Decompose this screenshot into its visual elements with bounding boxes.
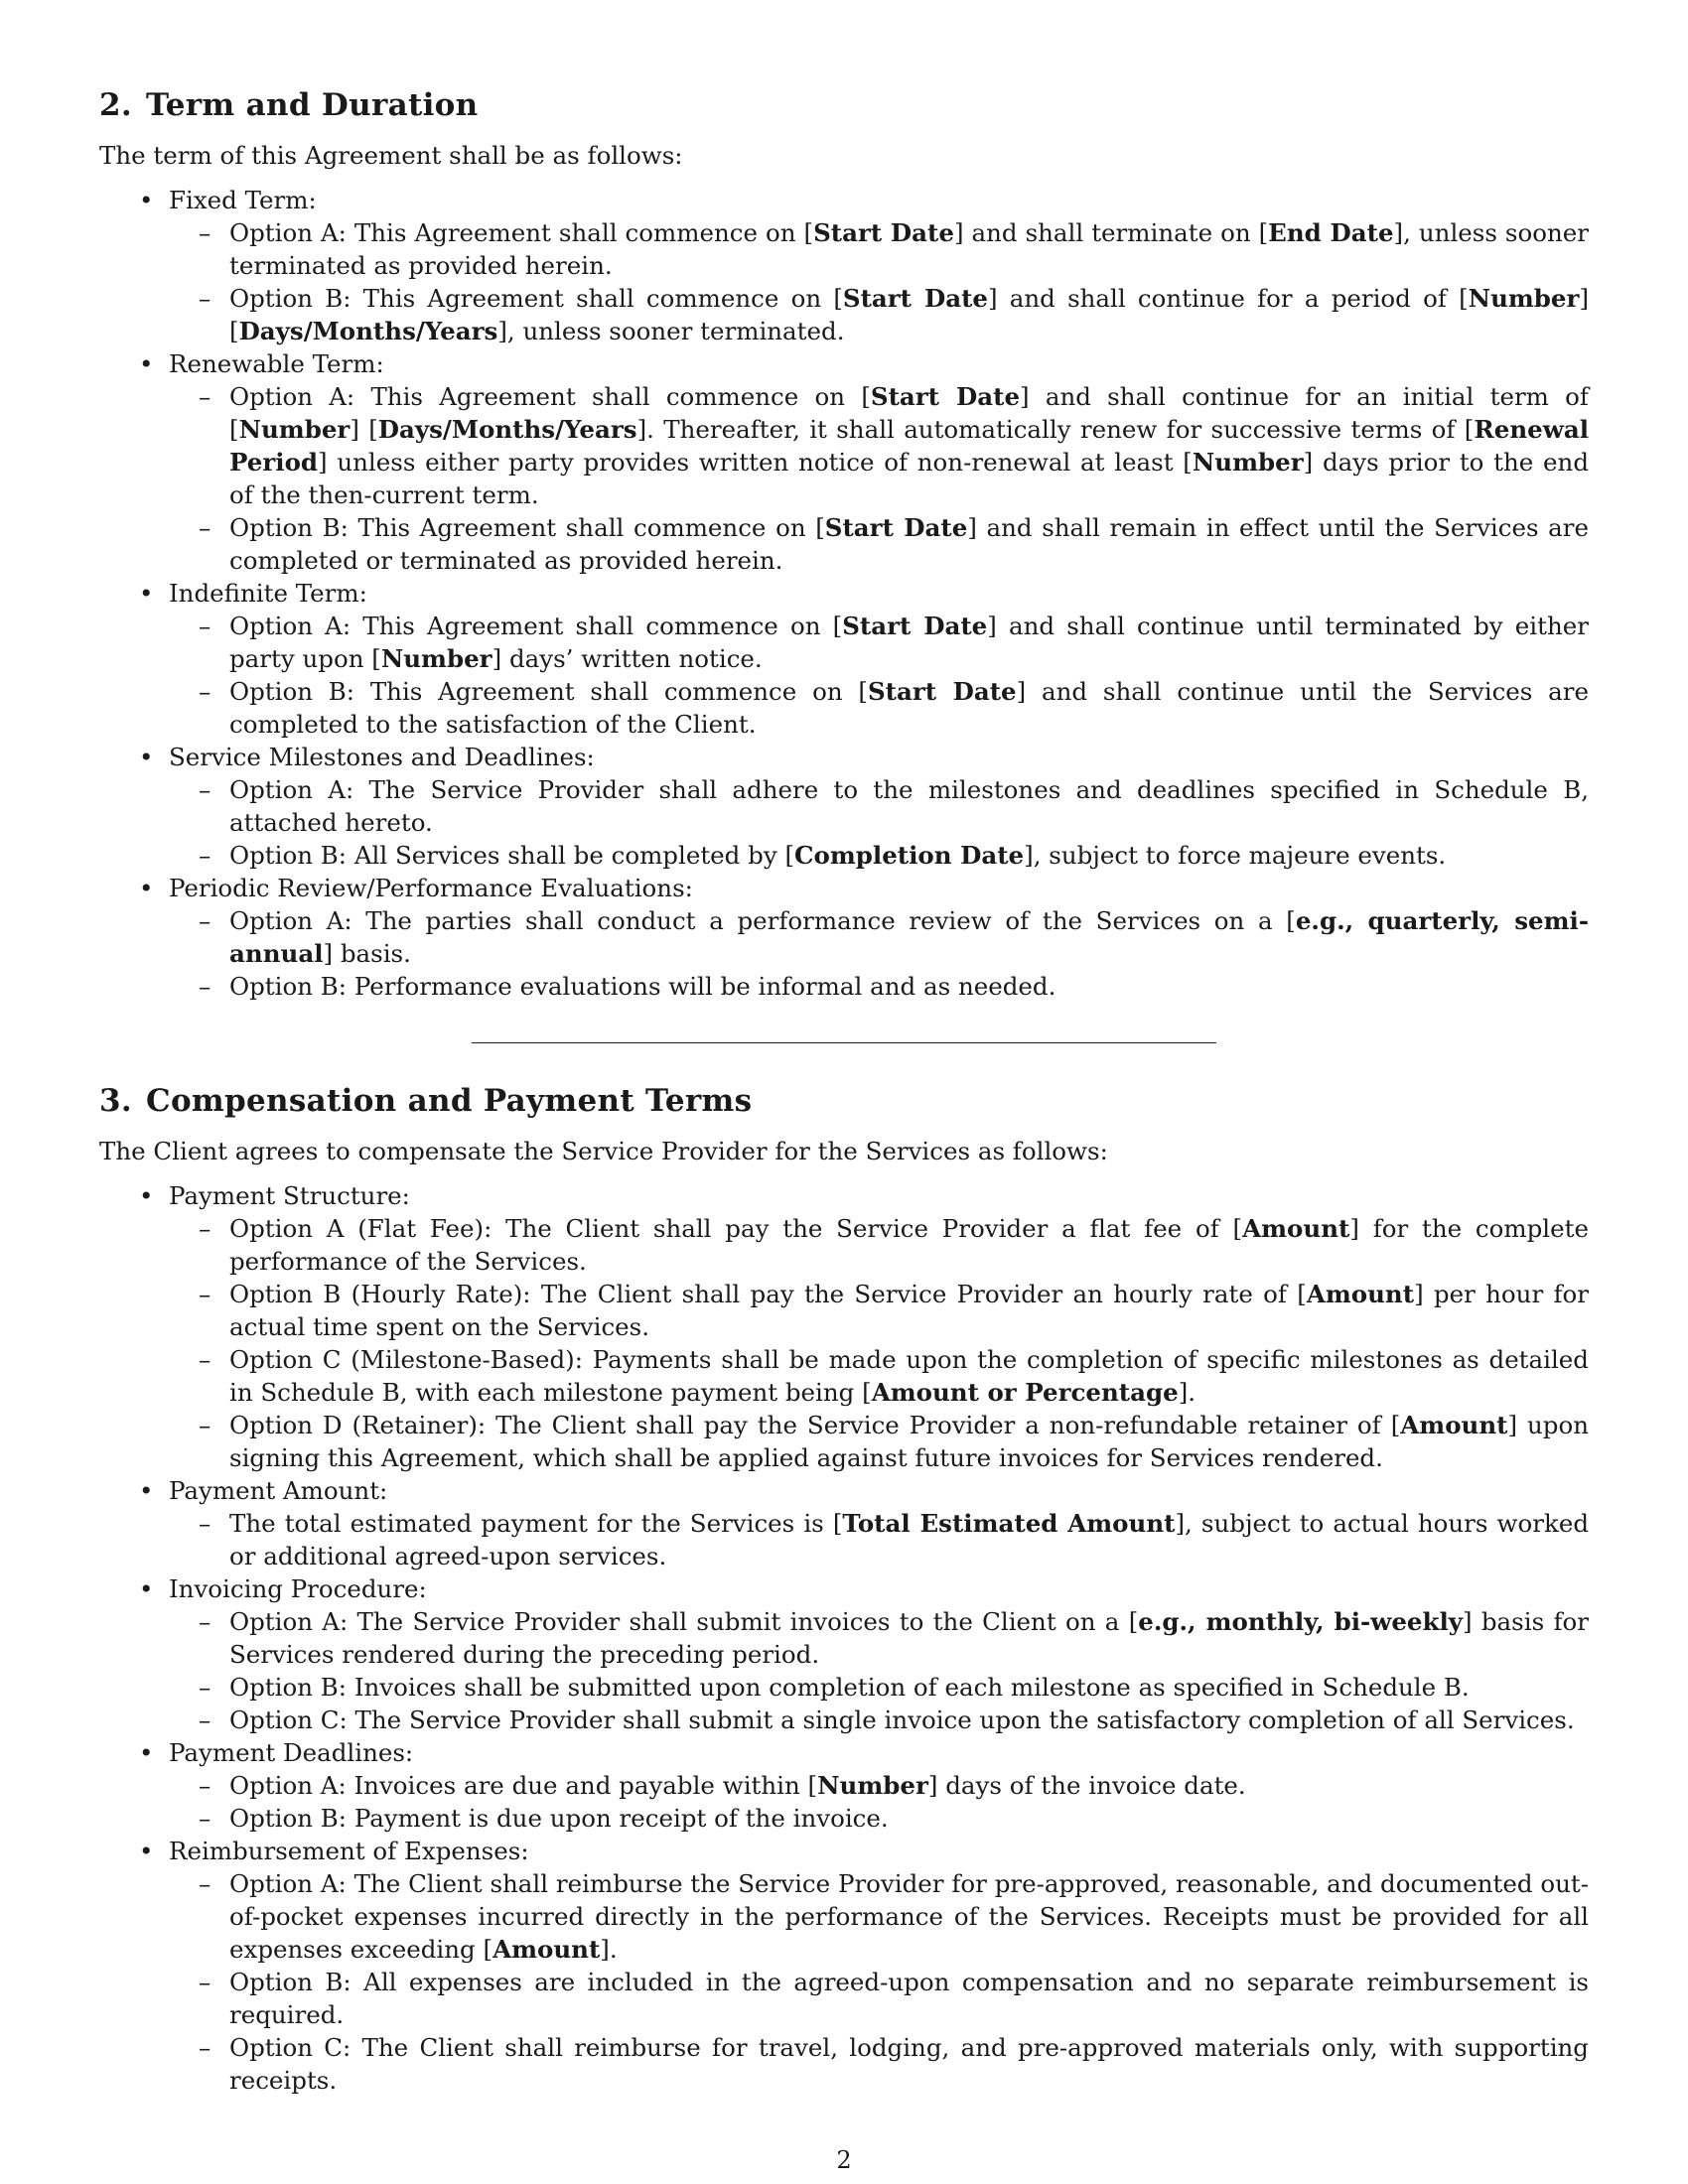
option-text: Option A (Flat Fee): The Client shall pay the Service Provider a flat fee of [: [229, 1214, 1243, 1243]
placeholder-field: Number: [1468, 284, 1580, 313]
option-text: ] and shall terminate on [: [953, 218, 1269, 247]
placeholder-field: Start Date: [824, 513, 968, 542]
option-text: ] days of the invoice date.: [927, 1771, 1246, 1800]
option-text: Option B: All Services shall be completed by [: [229, 841, 795, 870]
page-number: 2: [836, 2146, 852, 2174]
option-text: ], subject to actual hours worked or additional agreed-upon services.: [229, 1509, 1589, 1570]
option-text: Option C: The Service Provider shall submit a single invoice upon the satisfactory completion of all Services.: [229, 1706, 1575, 1734]
option-text: Option B: This Agreement shall commence on [: [229, 284, 843, 313]
option-text: Option A: This Agreement shall commence on [: [229, 218, 814, 247]
option-text: ] and shall remain in effect until the Services are completed or terminated as provided herein.: [229, 513, 1589, 575]
option-item: [169, 2031, 1589, 2097]
option-text: ] and shall continue until terminated by either party upon [: [229, 612, 1589, 673]
option-item: [169, 1409, 1589, 1474]
option-text: Option A: The parties shall conduct a performance review of the Services on a [: [229, 906, 1296, 935]
list-item-payment-structure: • Payment Structure: – Option A (Flat Fee): The Client shall pay the Service Provider a flat fee of [Amount] for the complete performance of the Services. – Option B (Hourly Rate): The Client shall pay the Service Provider an hourly rate of [Amount] per hour for actual time spent on the Services. – Option C (Milestone-Based): Payments shall be made upon the completion of specific milestones as detailed in Schedule B, with each milestone payment being [Amount or Percentage]. – Option D (Retainer): The Client shall pay the Service Provider a non-refundable retainer of [Amount] upon signing this Agreement, which shall be applied against future invoices for Services rendered.: [99, 1179, 1589, 1474]
option-text: ] for the complete performance of the Services.: [229, 1214, 1589, 1276]
option-item: [169, 773, 1589, 839]
option-item: [169, 1769, 1589, 1802]
option-item: [169, 904, 1589, 970]
option-text: Option A: The Client shall reimburse the Service Provider for pre-approved, reasonable, and documented out-of-pocket expenses incurred directly in the performance of the Services. Receipts must be provided for all expenses exceeding [: [229, 1869, 1589, 1964]
list-item-review: • Periodic Review/Performance Evaluations: – Option A: The parties shall conduct a performance review of the Services on a [e.g., quarterly, semi-annual] basis. – Option B: Performance evaluations will be informal and as needed.: [99, 872, 1589, 1003]
option-item: [169, 970, 1589, 1003]
section-3-heading: 3. Compensation and Payment Terms: [99, 1083, 753, 1119]
option-text: Option B: All expenses are included in the agreed-upon compensation and no separate reimbursement is required.: [229, 1968, 1589, 2029]
option-text: ] basis for Services rendered during the preceding period.: [229, 1607, 1589, 1669]
option-text: Option B: Performance evaluations will be informal and as needed.: [229, 972, 1056, 1001]
list-item-payment-amount: • Payment Amount: – The total estimated payment for the Services is [Total Estimated Amount], subject to actual hours worked or additional agreed-upon services.: [99, 1474, 1589, 1572]
option-text: ], unless sooner terminated.: [497, 317, 845, 345]
placeholder-field: Start Date: [842, 612, 988, 640]
option-text: ]. Thereafter, it shall automatically renew for successive terms of [: [636, 415, 1475, 444]
option-item: [169, 1343, 1589, 1409]
option-text: Option B: This Agreement shall commence on [: [229, 513, 825, 542]
option-text: Option A: This Agreement shall commence on [: [229, 382, 871, 411]
option-item: [169, 1802, 1589, 1835]
placeholder-field: Amount: [492, 1935, 601, 1964]
option-item: [169, 282, 1589, 347]
section-2-heading: 2. Term and Duration: [99, 87, 479, 123]
option-item: [169, 1605, 1589, 1671]
list-item-invoicing: • Invoicing Procedure: – Option A: The Service Provider shall submit invoices to the Client on a [e.g., monthly, bi-weekly] basis for Services rendered during the preceding period. – Option B: Invoices shall be submitted upon completion of each milestone as specified in Schedule B. – Option C: The Service Provider shall submit a single invoice upon the satisfactory completion of all Services.: [99, 1572, 1589, 1736]
option-text: ] and shall continue until the Services are completed to the satisfaction of the Client.: [229, 677, 1589, 739]
list-item-expenses: • Reimbursement of Expenses: – Option A: The Client shall reimburse the Service Provider for pre-approved, reasonable, and documented out-of-pocket expenses incurred directly in the performance of the Services. Receipts must be provided for all expenses exceeding [Amount]. – Option B: All expenses are included in the agreed-upon compensation and no separate reimbursement is required. – Option C: The Client shall reimburse for travel, lodging, and pre-approved materials only, with supporting receipts.: [99, 1835, 1589, 2097]
placeholder-field: e.g., monthly, bi-weekly: [1138, 1607, 1464, 1636]
option-item: [169, 511, 1589, 577]
section-2-list: [99, 184, 1589, 1003]
option-text: Option A: The Service Provider shall submit invoices to the Client on a [: [229, 1607, 1139, 1636]
list-item-renewable-term: • Renewable Term: – Option A: This Agreement shall commence on [Start Date] and shall continue for an initial term of [Number] [Days/Months/Years]. Thereafter, it shall automatically renew for successive terms of [Renewal Period] unless either party provides written notice of non-renewal at least [Number] days prior to the end of the then-current term. – Option B: This Agreement shall commence on [Start Date] and shall remain in effect until the Services are completed or terminated as provided herein.: [99, 347, 1589, 577]
option-text: Option B: This Agreement shall commence on [: [229, 677, 868, 706]
option-item: [169, 1704, 1589, 1736]
option-text: Option B: Payment is due upon receipt of the invoice.: [229, 1804, 889, 1833]
placeholder-field: Start Date: [842, 284, 988, 313]
option-item: [169, 1507, 1589, 1572]
option-text: ] and shall continue for an initial term of [: [229, 382, 1589, 444]
option-text: Option A: Invoices are due and payable within [: [229, 1771, 818, 1800]
section-3-list: [99, 1179, 1589, 2097]
placeholder-field: Number: [380, 644, 492, 673]
placeholder-field: Start Date: [870, 382, 1021, 411]
placeholder-field: Number: [238, 415, 351, 444]
option-item: [169, 610, 1589, 675]
list-item-milestones: • Service Milestones and Deadlines: – Option A: The Service Provider shall adhere to the milestones and deadlines specified in Schedule B, attached hereto. – Option B: All Services shall be completed by [Completion Date], subject to force majeure events.: [99, 741, 1589, 872]
option-item: [169, 839, 1589, 872]
option-item: [169, 1278, 1589, 1343]
option-item: [169, 1966, 1589, 2031]
option-text: Option A: This Agreement shall commence on [: [229, 612, 843, 640]
option-text: Option D (Retainer): The Client shall pay the Service Provider a non-refundable retainer of [: [229, 1411, 1401, 1439]
placeholder-field: Number: [817, 1771, 928, 1800]
option-item: [169, 380, 1589, 511]
option-item: [169, 216, 1589, 282]
list-item-payment-deadlines: • Payment Deadlines: – Option A: Invoices are due and payable within [Number] days of the invoice date. – Option B: Payment is due upon receipt of the invoice.: [99, 1736, 1589, 1835]
option-text: ], subject to force majeure events.: [1024, 841, 1447, 870]
option-text: ] upon signing this Agreement, which shall be applied against future invoices for Services rendered.: [229, 1411, 1590, 1472]
placeholder-field: Number: [1192, 448, 1304, 477]
placeholder-field: Amount: [1306, 1280, 1415, 1308]
placeholder-field: Amount or Percentage: [871, 1378, 1179, 1407]
list-item-fixed-term: • Fixed Term: – Option A: This Agreement shall commence on [Start Date] and shall terminate on [End Date], unless sooner terminated as provided herein. – Option B: This Agreement shall commence on [Start Date] and shall continue for a period of [Number] [Days/Months/Years], unless sooner terminated.: [99, 184, 1589, 347]
option-item: [169, 1212, 1589, 1278]
option-text: Option C: The Client shall reimburse for travel, lodging, and pre-approved materials only, with supporting receipts.: [229, 2033, 1589, 2095]
placeholder-field: Start Date: [867, 677, 1017, 706]
placeholder-field: Start Date: [813, 218, 954, 247]
section-divider: [472, 1042, 1216, 1043]
option-text: Option B (Hourly Rate): The Client shall pay the Service Provider an hourly rate of [: [229, 1280, 1307, 1308]
option-text: The total estimated payment for the Services is [: [229, 1509, 843, 1538]
list-item-indefinite-term: • Indefinite Term: – Option A: This Agreement shall commence on [Start Date] and shall continue until terminated by either party upon [Number] days’ written notice. – Option B: This Agreement shall commence on [Start Date] and shall continue until the Services are completed to the satisfaction of the Client.: [99, 577, 1589, 741]
option-text: Option A: The Service Provider shall adhere to the milestones and deadlines specified in Schedule B, attached hereto.: [229, 775, 1589, 837]
placeholder-field: Days/Months/Years: [377, 415, 637, 444]
placeholder-field: Amount: [1400, 1411, 1508, 1439]
option-text: ] days prior to the end of the then-current term.: [229, 448, 1590, 509]
placeholder-field: Total Estimated Amount: [842, 1509, 1176, 1538]
option-item: [169, 1867, 1589, 1966]
option-text: ] and shall continue for a period of [: [988, 284, 1469, 313]
option-text: Option B: Invoices shall be submitted upon completion of each milestone as specified in Schedule B.: [229, 1673, 1470, 1702]
section-3-intro: The Client agrees to compensate the Service Provider for the Services as follows:: [99, 1137, 1108, 1165]
option-text: ] per hour for actual time spent on the Services.: [229, 1280, 1589, 1341]
option-item: [169, 1671, 1589, 1704]
document-page: [99, 87, 1589, 2097]
option-text: ] days’ written notice.: [492, 644, 763, 673]
option-text: ] [: [229, 284, 1589, 345]
section-2-intro: The term of this Agreement shall be as follows:: [99, 141, 683, 170]
option-text: ].: [1178, 1378, 1196, 1407]
placeholder-field: e.g., quarterly, semi-annual: [229, 906, 1589, 968]
placeholder-field: Amount: [1242, 1214, 1350, 1243]
placeholder-field: End Date: [1268, 218, 1394, 247]
option-text: ] [: [350, 415, 378, 444]
option-text: ].: [600, 1935, 618, 1964]
placeholder-field: Completion Date: [794, 841, 1025, 870]
option-text: ] unless either party provides written notice of non-renewal at least [: [318, 448, 1193, 477]
option-text: ] basis.: [323, 939, 411, 968]
placeholder-field: Renewal Period: [229, 415, 1589, 477]
placeholder-field: Days/Months/Years: [238, 317, 498, 345]
option-text: Option C (Milestone-Based): Payments shall be made upon the completion of specific milestones as detailed in Schedule B, with each milestone payment being [: [229, 1345, 1589, 1407]
option-text: ], unless sooner terminated as provided herein.: [229, 218, 1589, 280]
option-item: [169, 675, 1589, 741]
